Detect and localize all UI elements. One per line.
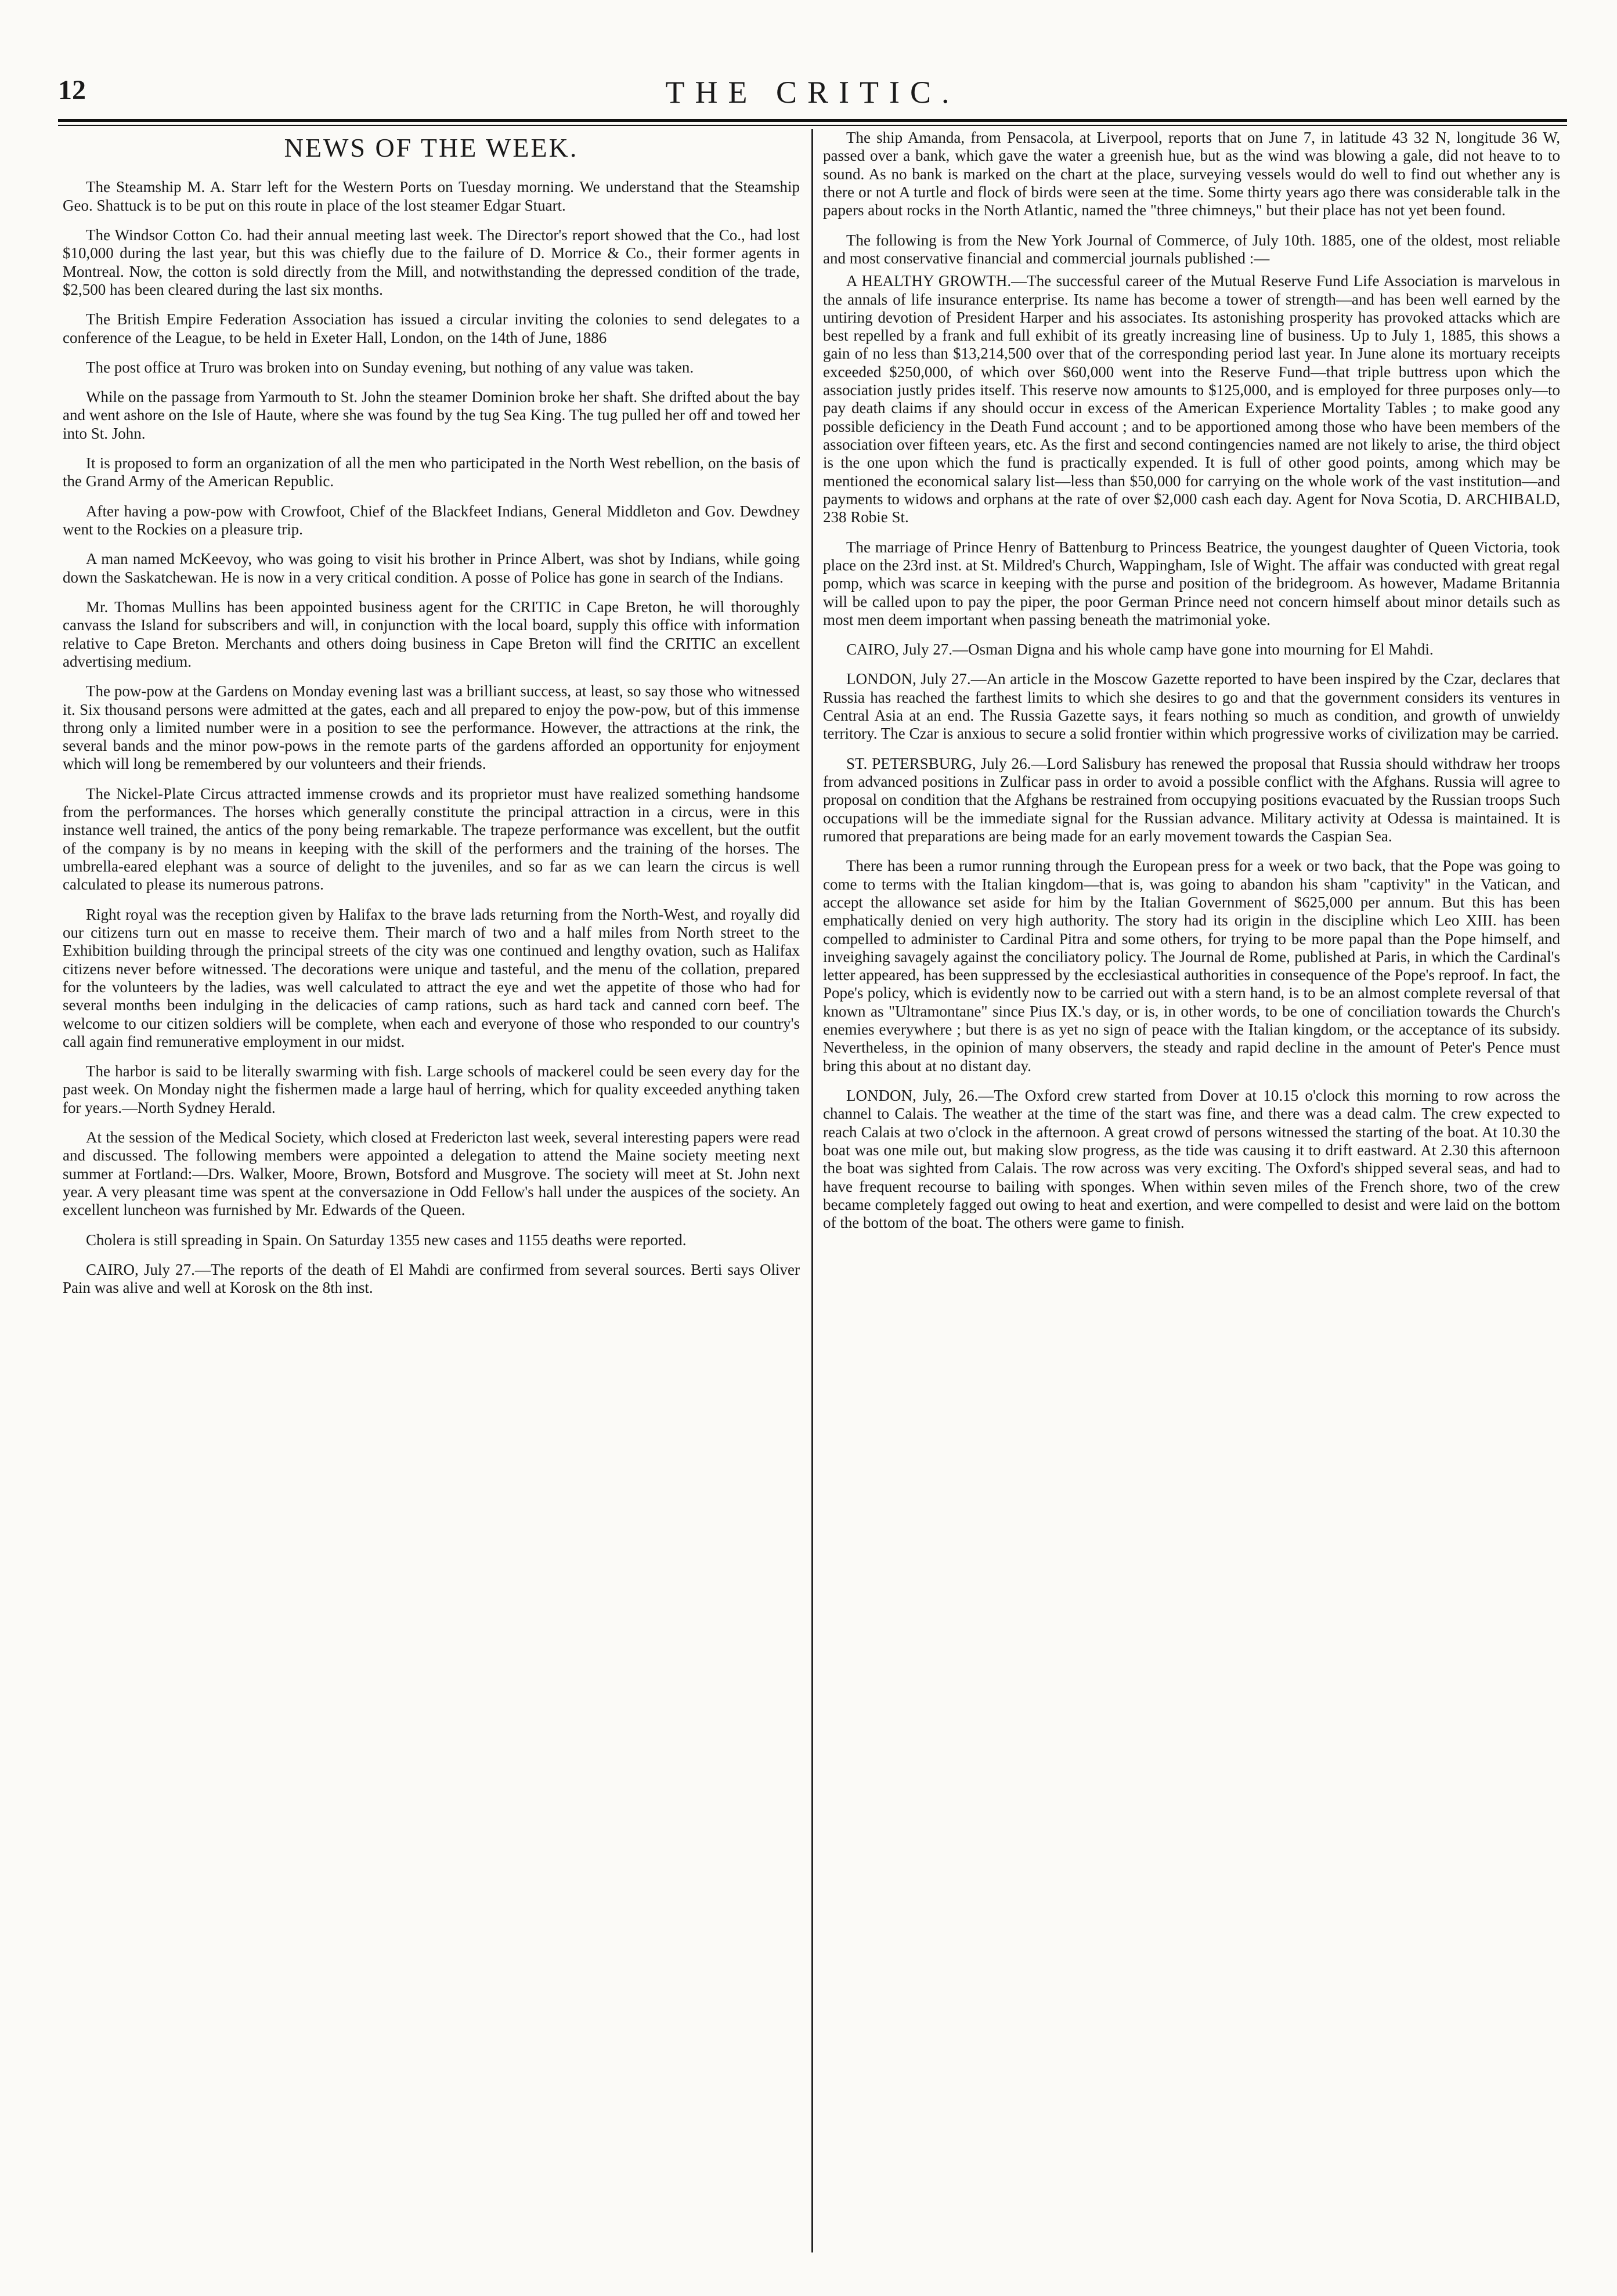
news-item: The marriage of Prince Henry of Battenburg to Princess Beatrice, the youngest daughter of Queen Victoria, took place on the 23rd inst. at St. Mildred's Church, Wappingham, Isle of Wight. The affair was conducted with great regal pomp, which was scarce in keeping with the purse and position of the bridegroom. As however, Madame Britannia will be called upon to pay the piper, the poor German Prince need not concern himself about minor details such as most men deem important when passing beneath the matrimonial yoke. (823, 538, 1560, 628)
header-rule-thick (58, 119, 1567, 122)
news-item: The post office at Truro was broken into on Sunday evening, but nothing of any value was taken. (86, 358, 694, 376)
news-item: It is proposed to form an organization of all the men who participated in the North West rebellion, on the basis of the Grand Army of the American Republic. (63, 454, 800, 490)
news-item: The British Empire Federation Association has issued a circular inviting the colonies to send delegates to a conference of the League, to be held in Exeter Hall, London, on the 14th of June, 1886 (63, 310, 800, 346)
news-item: A HEALTHY GROWTH.—The successful career of the Mutual Reserve Fund Life Association is marvelous in the annals of life insurance enterprise. Its name has become a tower of strength—and has been well earned by the untiring devotion of President Harper and his associates. Its astonishing prosperity has provoked attacks which are best repelled by a frank and full exhibit of its greatly increasing line of business. Up to July 1, 1885, this shows a gain of no less than $13,214,500 over that of the corresponding period last year. In June alone its mortuary receipts exceeded $250,000, of which over $60,000 went into the Reserve Fund—that triple buttress upon which the association justly prides itself. This reserve now amounts to $125,000, and is employed for three purposes only—to pay death claims if any should occur in excess of the American Experience Mortality Tables ; to make good any possible deficiency in the Death Fund account ; and to be apportioned among those who have been members of the association over fifteen years, etc. As the first and second contingencies named are not likely to arise, the third object is the one upon which the fund is practically expended. It is full of other good points, among which may be mentioned the economical salary list—less than $50,000 for carrying on the whole work of the vast institution—and payments to widows and orphans at the rate of over $2,000 cash each day. Agent for Nova Scotia, D. ARCHIBALD, 238 Robie St. (823, 272, 1560, 526)
section-heading: NEWS OF THE WEEK. (284, 133, 579, 162)
news-item: CAIRO, July 27.—Osman Digna and his whole camp have gone into mourning for El Mahdi. (846, 641, 1434, 659)
masthead (58, 74, 1567, 115)
news-item: The pow-pow at the Gardens on Monday evening last was a brilliant success, at least, so say those who witnessed it. Six thousand persons were admitted at the gates, each and all prepared to enjoy the pow-pow, but of this immense throng only a limited number were in a position to see the performance. However, the attractions at the rink, the several bands and the minor pow-pows in the remote parts of the gardens afforded an opportunity for enjoyment which will long be remembered by our volunteers and their friends. (63, 682, 800, 773)
page-number: 12 (58, 75, 86, 106)
news-item: LONDON, July 27.—An article in the Moscow Gazette reported to have been inspired by the Czar, declares that Russia has reached the farthest limits to which she desires to go and that the government considers its ventures in Central Asia at an end. The Russia Gazette says, it fears nothing so much as condition, and growth of unwieldy territory. The Czar is anxious to secure a solid frontier within which progressive works of civilization may be carried. (823, 670, 1560, 743)
column-divider (811, 129, 813, 2252)
header-rule-thin (58, 125, 1567, 126)
news-item: Mr. Thomas Mullins has been appointed business agent for the CRITIC in Cape Breton, he will thoroughly canvass the Island for subscribers and will, in conjunction with the local board, supply this office with information relative to Cape Breton. Merchants and others doing business in Cape Breton will find the CRITIC an excellent advertising medium. (63, 598, 800, 670)
news-item: The Steamship M. A. Starr left for the Western Ports on Tuesday morning. We understand that the Steamship Geo. Shattuck is to be put on this route in place of the lost steamer Edgar Stuart. (63, 178, 800, 214)
news-item: Right royal was the reception given by Halifax to the brave lads returning from the North-West, and royally did our citizens turn out en masse to receive them. Their march of two and a half miles from North street to the Exhibition building through the principal streets of the city was one continued and lengthy ovation, such as Halifax citizens never before witnessed. The decorations were unique and tasteful, and the menu of the collation, prepared for the volunteers by the ladies, was well calculated to attract the eye and wet the appetite of those who had for several months been indulging in the delicacies of camp rations, such as hard tack and canned corn beef. The welcome to our citizen soldiers will be complete, when each and everyone of those who responded to our country's call again find remunerative employment in our midst. (63, 905, 800, 1050)
left-column (63, 129, 800, 2252)
news-item: The Windsor Cotton Co. had their annual meeting last week. The Director's report showed that the Co., had lost $10,000 during the last year, but this was chiefly due to the failure of D. Morrice & Co., their former agents in Montreal. Now, the cotton is sold directly from the Mill, and notwithstanding the depressed condition of the trade, $2,500 has been cleared during the last six months. (63, 226, 800, 298)
news-item: There has been a rumor running through the European press for a week or two back, that the Pope was going to come to terms with the Italian kingdom—that is, was going to abandon his sham "captivity" in the Vatican, and accept the allowance set aside for him by the Italian Government of $625,000 per annum. But this has been emphatically denied on very high authority. The story had its origin in the discipline which Leo XIII. has been compelled to administer to Cardinal Pitra and some others, for trying to be more papal than the Pope himself, and inveighing savagely against the conciliatory policy. The Journal de Rome, published at Paris, in which the Cardinal's letter appeared, has been suppressed by the ecclesiastical authorities in consequence of the Pope's reproof. In fact, the Pope's policy, which is evidently now to be carried out with a stern hand, is to be an almost complete reversal of that known as "Ultramontane" since Pius IX.'s day, or is, in other words, to be one of conciliation towards the Church's enemies everywhere ; but there is as yet no sign of peace with the Italian kingdom, or the acceptance of its subsidy. Nevertheless, in the opinion of many observers, the steady and rapid decline in the amount of Peter's Pence must bring this about at no distant day. (823, 857, 1560, 1075)
news-item: The Nickel-Plate Circus attracted immense crowds and its proprietor must have realized something handsome from the performances. The horses which generally constitute the principal attraction in a circus, were in this instance well trained, the antics of the pony being remarkable. The trapeze performance was excellent, but the outfit of the company is by no means in keeping with the skill of the performers and the training of the horses. The umbrella-eared elephant was a source of delight to the juveniles, and so far as we can learn the circus is well calculated to please its numerous patrons. (63, 784, 800, 894)
news-item: After having a pow-pow with Crowfoot, Chief of the Blackfeet Indians, General Middleton and Gov. Dewdney went to the Rockies on a pleasure trip. (63, 502, 800, 538)
right-column (823, 129, 1560, 2252)
news-item: CAIRO, July 27.—The reports of the death of El Mahdi are confirmed from several sources. Berti says Oliver Pain was alive and well at Korosk on the 8th inst. (63, 1260, 800, 1297)
news-item: The harbor is said to be literally swarming with fish. Large schools of mackerel could be seen every day for the past week. On Monday night the fishermen made a large haul of herring, which for quality exceeded anything taken for years.—North Sydney Herald. (63, 1062, 800, 1116)
news-item: The following is from the New York Journal of Commerce, of July 10th. 1885, one of the oldest, most reliable and most conservative financial and commercial journals published :— (823, 231, 1560, 267)
news-item: At the session of the Medical Society, which closed at Fredericton last week, several interesting papers were read and discussed. The following members were appointed a delegation to attend the Maine society meeting next summer at Fortland:—Drs. Walker, Moore, Brown, Botsford and Musgrove. The society will meet at St. John next year. A very pleasant time was spent at the conversazione in Odd Fellow's hall under the auspices of the society. An excellent luncheon was furnished by Mr. Edwards of the Queen. (63, 1129, 800, 1219)
newspaper-title: THE CRITIC. (665, 75, 960, 110)
news-item: ST. PETERSBURG, July 26.—Lord Salisbury has renewed the proposal that Russia should withdraw her troops from advanced positions in Zulficar pass in order to avoid a possible conflict with the Afghans. Russia will agree to proposal on condition that the Afghans be restrained from occupying positions evacuated by the Russian troops Such occupations will be the immediate signal for the Russian advance. Military activity at Odessa is maintained. It is rumored that preparations are being made for an early movement towards the Caspian Sea. (823, 754, 1560, 845)
news-item: Cholera is still spreading in Spain. On Saturday 1355 new cases and 1155 deaths were reported. (86, 1231, 687, 1249)
news-item: While on the passage from Yarmouth to St. John the steamer Dominion broke her shaft. She drifted about the bay and went ashore on the Isle of Haute, where she was found by the tug Sea King. The tug pulled her off and towed her into St. John. (63, 388, 800, 442)
news-item: The ship Amanda, from Pensacola, at Liverpool, reports that on June 7, in latitude 43 32 N, longitude 36 W, passed over a bank, which gave the water a greenish hue, but as the wind was blowing a gale, did not heave to to sound. As no bank is marked on the chart at the place, surveying vessels would do well to find out whether any is there or not A turtle and flock of birds were seen at the time. Some thirty years ago there was considerable talk in the papers about rocks in the North Atlantic, named the "three chimneys," but their place has not yet been found. (823, 129, 1560, 219)
news-item: LONDON, July, 26.—The Oxford crew started from Dover at 10.15 o'clock this morning to row across the channel to Calais. The weather at the time of the start was fine, and there was a dead calm. The crew expected to reach Calais at two o'clock in the afternoon. A great crowd of persons witnessed the starting of the boat. At 10.30 the boat was one mile out, but making slow progress, as the tide was causing it to drift eastward. At 2.30 this afternoon the boat was sighted from Calais. The row across was very exciting. The Oxford's shipped several seas, and had to have frequent recourse to bailing with sponges. When within seven miles of the French shore, two of the crew became completely fagged out owing to heat and exertion, and were compelled to desist and were laid on the bottom of the bottom of the boat. The others were game to finish. (823, 1087, 1560, 1232)
news-item: A man named McKeevoy, who was going to visit his brother in Prince Albert, was shot by Indians, while going down the Saskatchewan. He is now in a very critical condition. A posse of Police has gone in search of the Indians. (63, 550, 800, 586)
